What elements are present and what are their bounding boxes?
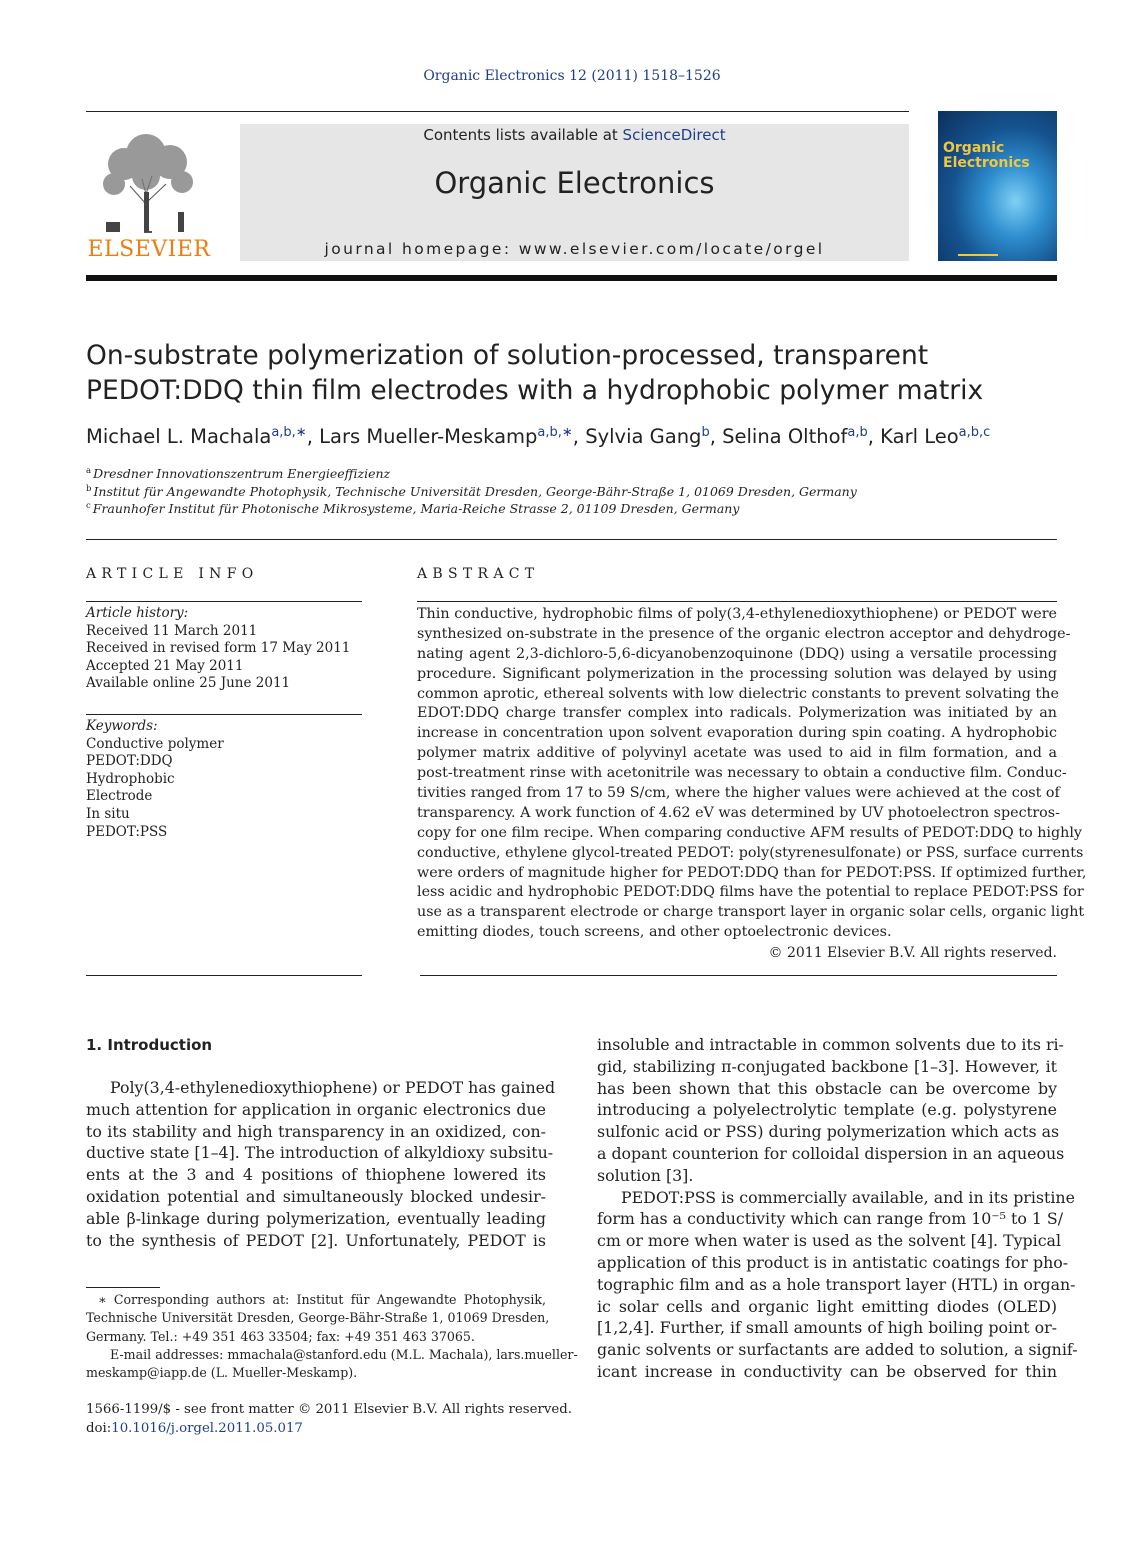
abstract-line: polymer matrix additive of polyvinyl acetate was used to aid in film formation, and a (417, 745, 1057, 762)
abstract-line: Thin conductive, hydrophobic films of poly(3,4-ethylenedioxythiophene) or PEDOT were (417, 606, 1057, 622)
affiliation-text: Fraunhofer Institut für Photonische Mikrosysteme, Maria-Reiche Strasse 2, 01109 Dresden, Germany (92, 501, 740, 516)
footnote-email-line[interactable]: E-mail addresses: mmachala@stanford.edu (M.L. Machala), lars.mueller- (110, 1346, 578, 1362)
affiliation-text: Dresdner Innovationszentrum Energieeffizienz (93, 466, 391, 481)
abstract-line: increase in concentration upon solvent evaporation during spin coating. A hydrophobic (417, 725, 1057, 742)
body-line: solution [3]. (597, 1165, 694, 1185)
body-line: icant increase in conductivity can be observed for thin (597, 1361, 1057, 1381)
tree-icon (86, 124, 212, 236)
abstract-line: were orders of magnitude higher for PEDOT:DDQ than for PEDOT:PSS. If optimized further, (417, 864, 1087, 881)
abstract-line: common aprotic, ethereal solvents with low dielectric constants to prevent solvating the (417, 685, 1059, 702)
section-heading-introduction: 1. Introduction (86, 1036, 213, 1054)
keyword: Hydrophobic (86, 770, 175, 787)
history-item: Received in revised form 17 May 2011 (86, 640, 351, 657)
body-line: sulfonic acid or PSS) during polymerization which acts as (597, 1122, 1060, 1142)
body-line: tographic film and as a hole transport layer (HTL) in organ- (597, 1274, 1076, 1294)
corresponding-author-footnote (86, 1291, 578, 1382)
history-item: Accepted 21 May 2011 (86, 657, 244, 674)
cover-title: Organic Electronics (943, 140, 1030, 171)
author-affiliation-mark[interactable]: a,b,∗ (537, 425, 573, 440)
abstract-heading: ABSTRACT (417, 566, 540, 582)
doi-label: doi: (86, 1420, 112, 1436)
keyword: Electrode (86, 788, 153, 805)
body-line: to the synthesis of PEDOT [2]. Unfortunately, PEDOT is (86, 1230, 546, 1250)
page-footer (86, 1401, 572, 1438)
abstract-line: tivities ranged from 17 to 59 S/cm, where the higher values were achieved at the cost of (417, 785, 1060, 802)
article-history (86, 605, 350, 693)
body-line: insoluble and intractable in common solvents due to its ri- (597, 1035, 1064, 1054)
affiliation-c (86, 501, 739, 516)
abstract-line: emitting diodes, touch screens, and other optoelectronic devices. (417, 924, 892, 941)
abstract-line: procedure. Significant polymerization in the processing solution was delayed by using (417, 665, 1057, 682)
abstract-line: use as a transparent electrode or charge transport layer in organic solar cells, organic light (417, 904, 1085, 921)
author-separator: , (306, 425, 320, 448)
body-line: ents at the 3 and 4 positions of thiophene lowered its (86, 1165, 546, 1185)
abstract-line: nating agent 2,3-dichloro-5,6-dicyanobenzoquinone (DDQ) using a versatile processing (417, 645, 1057, 662)
author-separator: , (572, 425, 586, 448)
article-title (86, 338, 1066, 408)
footnote-email-line[interactable]: meskamp@iapp.de (L. Mueller-Meskamp). (86, 1365, 358, 1381)
elsevier-wordmark: ELSEVIER (87, 237, 211, 262)
author-affiliation-mark[interactable]: a,b (847, 425, 868, 440)
affiliation-mark: b (86, 484, 92, 494)
doi-link[interactable]: 10.1016/j.orgel.2011.05.017 (111, 1420, 303, 1436)
abstract-line: conductive, ethylene glycol-treated PEDOT: poly(styrenesulfonate) or PSS, surface currents (417, 844, 1084, 861)
abstract-copyright: © 2011 Elsevier B.V. All rights reserved. (768, 945, 1057, 961)
affiliation-text: Institut für Angewandte Photophysik, Technische Universität Dresden, George-Bähr-Straße 1, 01069 Dresden, Germany (93, 484, 857, 499)
author-affiliation-mark[interactable]: b (701, 425, 710, 440)
body-line: able β-linkage during polymerization, eventually leading (86, 1208, 546, 1228)
history-item: Received 11 March 2011 (86, 622, 258, 639)
author-separator: , (709, 425, 723, 448)
author-name: Selina Olthof (722, 425, 848, 448)
divider (86, 539, 1057, 540)
divider (420, 975, 1057, 976)
abstract-text (417, 605, 1087, 943)
intro-right-column (597, 1034, 1078, 1383)
keyword: PEDOT:DDQ (86, 753, 173, 770)
footnote-line: Germany. Tel.: +49 351 463 33504; fax: +49 351 463 37065. (86, 1328, 475, 1344)
contents-line (240, 126, 909, 144)
divider (86, 601, 362, 602)
sciencedirect-link[interactable]: ScienceDirect (622, 126, 726, 144)
issn-line: 1566-1199/$ - see front matter © 2011 Elsevier B.V. All rights reserved. (86, 1402, 572, 1417)
divider (86, 714, 362, 715)
journal-masthead (240, 124, 909, 261)
body-line: [1,2,4]. Further, if small amounts of high boiling point or- (597, 1318, 1057, 1338)
footnote-line: ∗ Corresponding authors at: Institut für Angewandte Photophysik, (98, 1292, 546, 1307)
body-line: has been shown that this obstacle can be overcome by (597, 1078, 1057, 1098)
affiliation-a (86, 466, 390, 481)
journal-homepage[interactable]: journal homepage: www.elsevier.com/locate/orgel (324, 240, 825, 258)
body-line: cm or more when water is used as the solvent [4]. Typical (597, 1231, 1062, 1251)
history-label: Article history: (86, 605, 189, 621)
contents-prefix: Contents lists available at (423, 126, 623, 144)
elsevier-logo[interactable] (86, 124, 212, 262)
author-name: Sylvia Gang (585, 425, 702, 448)
keyword: PEDOT:PSS (86, 823, 168, 840)
abstract-line: transparency. A work function of 4.62 eV was determined by UV photoelectron spectros- (417, 804, 1060, 821)
author-name: Michael L. Machala (86, 425, 272, 448)
author-affiliation-mark[interactable]: a,b,∗ (271, 425, 307, 440)
author-name: Lars Mueller-Meskamp (319, 425, 538, 448)
keywords-label: Keywords: (86, 718, 158, 734)
body-line: gid, stabilizing π-conjugated backbone [1–3]. However, it (597, 1056, 1057, 1076)
footnote-rule (86, 1287, 160, 1288)
affiliation-b (86, 484, 857, 499)
affiliation-mark: c (86, 501, 91, 511)
author-list (86, 425, 990, 448)
body-line: PEDOT:PSS is commercially available, and in its pristine (621, 1187, 1075, 1207)
doi-line (86, 1420, 572, 1439)
body-line: to its stability and high transparency in an oxidized, con- (86, 1121, 546, 1141)
body-line: ic solar cells and organic light emitting diodes (OLED) (597, 1296, 1057, 1316)
header-rule (86, 111, 909, 112)
article-info-heading: ARTICLE INFO (86, 566, 259, 582)
keywords (86, 718, 224, 841)
journal-name: Organic Electronics (434, 166, 715, 200)
abstract-line: synthesized on-substrate in the presence of the organic electron acceptor and dehydroge- (417, 625, 1071, 642)
journal-cover-image[interactable] (938, 111, 1057, 261)
divider (86, 975, 362, 976)
author-affiliation-mark[interactable]: a,b,c (958, 425, 991, 440)
body-line: Poly(3,4-ethylenedioxythiophene) or PEDOT has gained (110, 1078, 556, 1097)
footnote-line: Technische Universität Dresden, George-Bähr-Straße 1, 01069 Dresden, (86, 1310, 550, 1326)
body-line: much attention for application in organic electronics due (86, 1099, 546, 1119)
body-line: oxidation potential and simultaneously blocked undesir- (86, 1186, 546, 1206)
author-name: Karl Leo (880, 425, 959, 448)
abstract-line: less acidic and hydrophobic PEDOT:DDQ films have the potential to replace PEDOT:PSS for (417, 884, 1084, 901)
keyword: Conductive polymer (86, 735, 224, 752)
masthead-thick-rule (86, 275, 1057, 281)
intro-left-column (86, 1077, 556, 1251)
title-line: PEDOT:DDQ thin film electrodes with a hydrophobic polymer matrix (86, 375, 984, 406)
affiliation-mark: a (86, 466, 92, 476)
body-line: ductive state [1–4]. The introduction of alkyldioxy subsitu- (86, 1143, 554, 1163)
abstract-line: EDOT:DDQ charge transfer complex into radicals. Polymerization was initiated by an (417, 705, 1057, 722)
keyword: In situ (86, 805, 130, 822)
body-line: a dopant counterion for colloidal dispersion in an aqueous (597, 1143, 1065, 1163)
body-line: form has a conductivity which can range from 10⁻⁵ to 1 S/ (597, 1209, 1064, 1229)
abstract-line: copy for one film recipe. When comparing conductive AFM results of PEDOT:DDQ to highly (417, 824, 1083, 841)
author-separator: , (867, 425, 881, 448)
body-line: ganic solvents or surfactants are added to solution, a signif- (597, 1340, 1078, 1360)
divider (417, 601, 1057, 602)
body-line: introducing a polyelectrolytic template (e.g. polystyrene (597, 1100, 1057, 1120)
history-item: Available online 25 June 2011 (86, 675, 291, 692)
title-line: On-substrate polymerization of solution-processed, transparent (86, 340, 929, 371)
body-line: application of this product is in antistatic coatings for pho- (597, 1252, 1069, 1272)
abstract-line: post-treatment rinse with acetonitrile was necessary to obtain a conductive film. Conduc- (417, 765, 1067, 782)
journal-citation[interactable]: Organic Electronics 12 (2011) 1518–1526 (423, 68, 721, 84)
cover-accent-bar (958, 254, 998, 256)
